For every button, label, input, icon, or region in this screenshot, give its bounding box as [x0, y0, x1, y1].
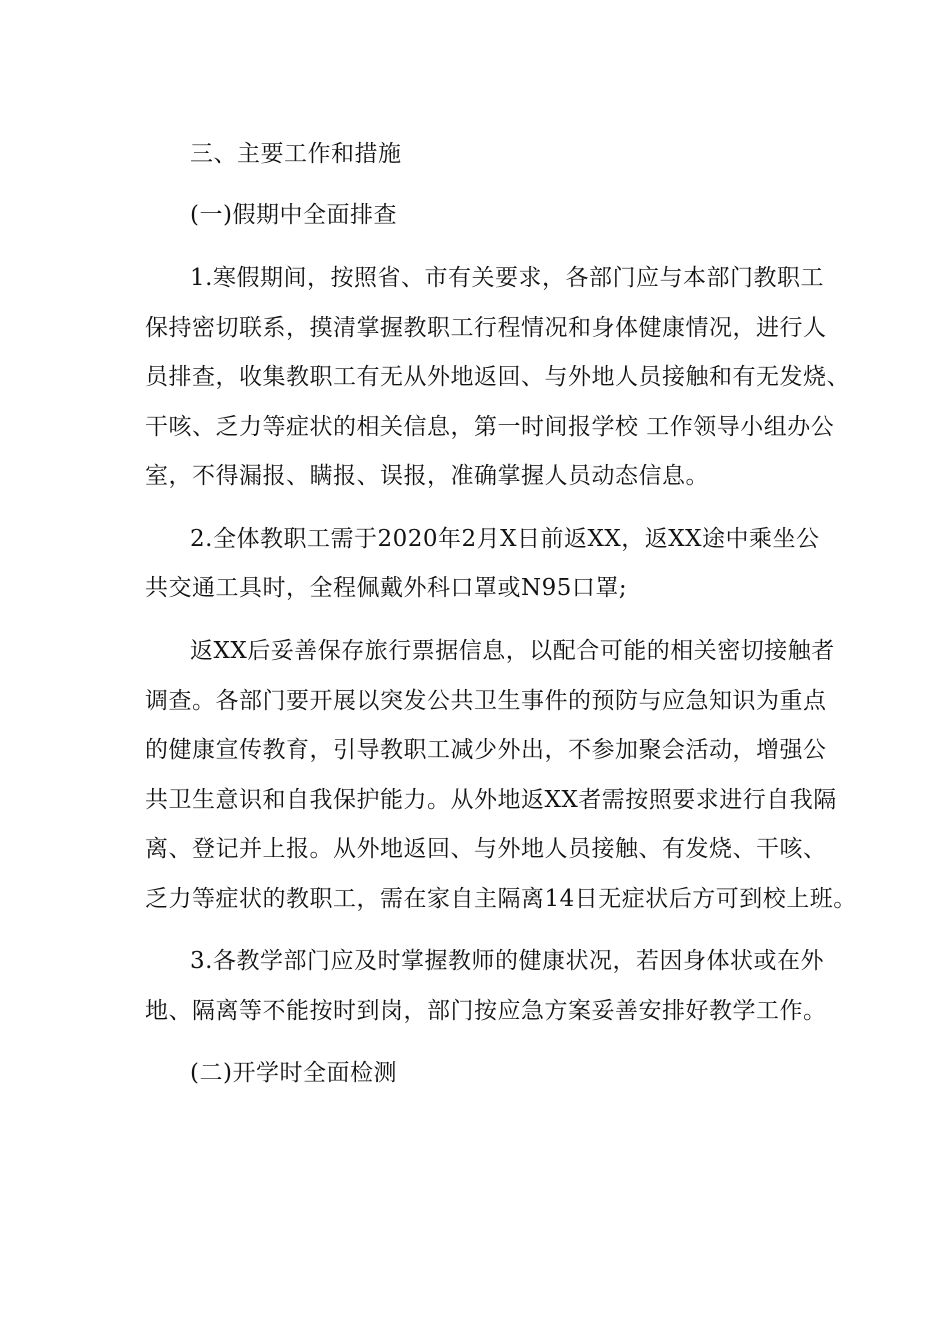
paragraph-3-line-6: 乏力等症状的教职工，需在家自主隔离14日无症状后方可到校上班。: [145, 886, 857, 912]
paragraph-1-line-5: 室，不得漏报、瞒报、误报，准确掌握人员动态信息。: [145, 463, 709, 489]
paragraph-3-line-4: 共卫生意识和自我保护能力。从外地返XX者需按照要求进行自我隔: [145, 787, 837, 813]
paragraph-2-line-1: 2.全体教职工需于2020年2月X日前返XX，返XX途中乘坐公: [190, 526, 820, 552]
paragraph-3-line-1: 返XX后妥善保存旅行票据信息，以配合可能的相关密切接触者: [190, 638, 835, 664]
subheading-holiday-screening: (一)假期中全面排查: [190, 202, 397, 228]
paragraph-1-line-3: 员排查，收集教职工有无从外地返回、与外地人员接触和有无发烧、: [145, 364, 850, 390]
paragraph-4-line-1: 3.各教学部门应及时掌握教师的健康状况，若因身体状或在外: [190, 948, 824, 974]
subheading-school-start-testing: (二)开学时全面检测: [190, 1060, 397, 1086]
paragraph-2-line-2: 共交通工具时，全程佩戴外科口罩或N95口罩;: [145, 575, 628, 601]
section-heading: 三、主要工作和措施: [190, 141, 402, 167]
paragraph-3-line-3: 的健康宣传教育，引导教职工减少外出，不参加聚会活动，增强公: [145, 737, 827, 763]
paragraph-4-line-2: 地、隔离等不能按时到岗，部门按应急方案妥善安排好教学工作。: [145, 998, 827, 1024]
paragraph-3-line-2: 调查。各部门要开展以突发公共卫生事件的预防与应急知识为重点: [145, 688, 827, 714]
paragraph-1-line-4: 干咳、乏力等症状的相关信息，第一时间报学校 工作领导小组办公: [145, 414, 835, 440]
paragraph-1-line-1: 1.寒假期间，按照省、市有关要求，各部门应与本部门教职工: [190, 265, 824, 291]
paragraph-1-line-2: 保持密切联系，摸清掌握教职工行程情况和身体健康情况，进行人: [145, 315, 827, 341]
paragraph-3-line-5: 离、登记并上报。从外地返回、与外地人员接触、有发烧、干咳、: [145, 836, 827, 862]
